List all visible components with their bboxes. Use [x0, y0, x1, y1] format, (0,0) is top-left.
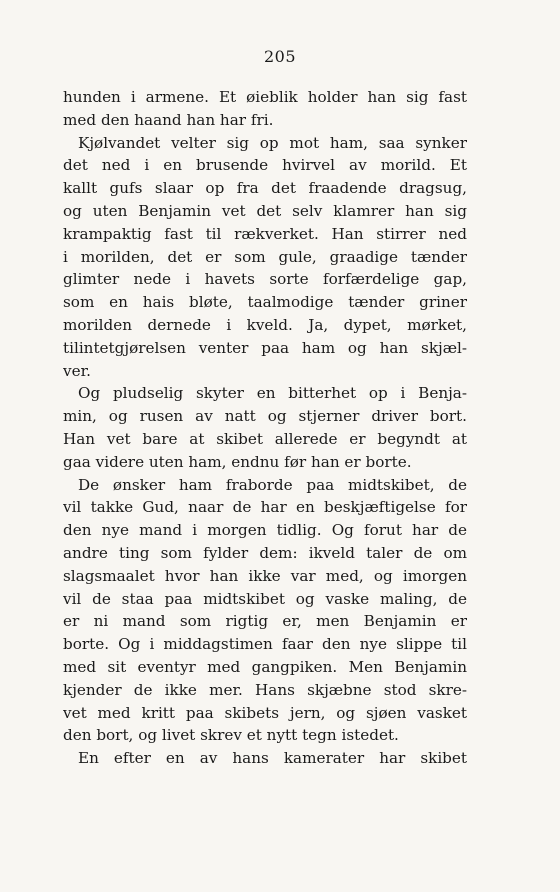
text-line: vil de staa paa midtskibet og vaske maling, de	[63, 589, 467, 608]
text-line: Han vet bare at skibet allerede er begyndt at	[63, 429, 467, 448]
text-line: som en hais bløte, taalmodige tænder griner	[63, 293, 467, 312]
text-line: kallt gufs slaar op fra det fraadende dragsug,	[63, 179, 467, 198]
text-line: glimter nede i havets sorte forfærdelige gap,	[63, 270, 467, 289]
text-line: den nye mand i morgen tidlig. Og forut har de	[63, 521, 467, 540]
text-line: vet med kritt paa skibets jern, og sjøen vasket	[63, 703, 467, 722]
text-line: En efter en av hans kamerater har skibet	[78, 749, 467, 768]
text-line: krampaktig fast til rækverket. Han stirrer ned	[63, 224, 467, 243]
text-line: kjender de ikke mer. Hans skjæbne stod skre-	[63, 680, 467, 699]
text-line: det ned i en brusende hvirvel av morild. Et	[63, 156, 467, 175]
body-text	[63, 86, 467, 770]
text-line: er ni mand som rigtig er, men Benjamin er	[63, 612, 467, 631]
text-line: morilden dernede i kveld. Ja, dypet, mørket,	[63, 315, 467, 334]
text-line: slagsmaalet hvor han ikke var med, og imorgen	[63, 566, 467, 585]
text-line: den bort, og livet skrev et nytt tegn istedet.	[63, 726, 399, 745]
text-line: med den haand han har fri.	[63, 110, 274, 129]
text-line: De ønsker ham fraborde paa midtskibet, de	[78, 475, 467, 494]
text-line: vil takke Gud, naar de har en beskjæftigelse for	[63, 498, 467, 517]
text-line: hunden i armene. Et øieblik holder han sig fast	[63, 88, 467, 106]
page-number: 205	[263, 47, 297, 66]
text-line: i morilden, det er som gule, graadige tænder	[63, 247, 467, 266]
text-line: tilintetgjørelsen venter paa ham og han skjæl-	[63, 338, 467, 357]
text-line: Og pludselig skyter en bitterhet op i Benja-	[78, 384, 467, 403]
text-line: gaa videre uten ham, endnu før han er borte.	[63, 452, 412, 471]
text-line: ver.	[63, 361, 91, 380]
text-line: andre ting som fylder dem: ikveld taler de om	[63, 543, 467, 562]
text-line: Kjølvandet velter sig op mot ham, saa synker	[78, 133, 467, 152]
text-line: med sit eventyr med gangpiken. Men Benjamin	[63, 657, 467, 676]
text-line: min, og rusen av natt og stjerner driver bort.	[63, 407, 467, 426]
text-line: borte. Og i middagstimen faar den nye slippe til	[63, 635, 467, 654]
text-line: og uten Benjamin vet det selv klamrer han sig	[63, 201, 467, 220]
